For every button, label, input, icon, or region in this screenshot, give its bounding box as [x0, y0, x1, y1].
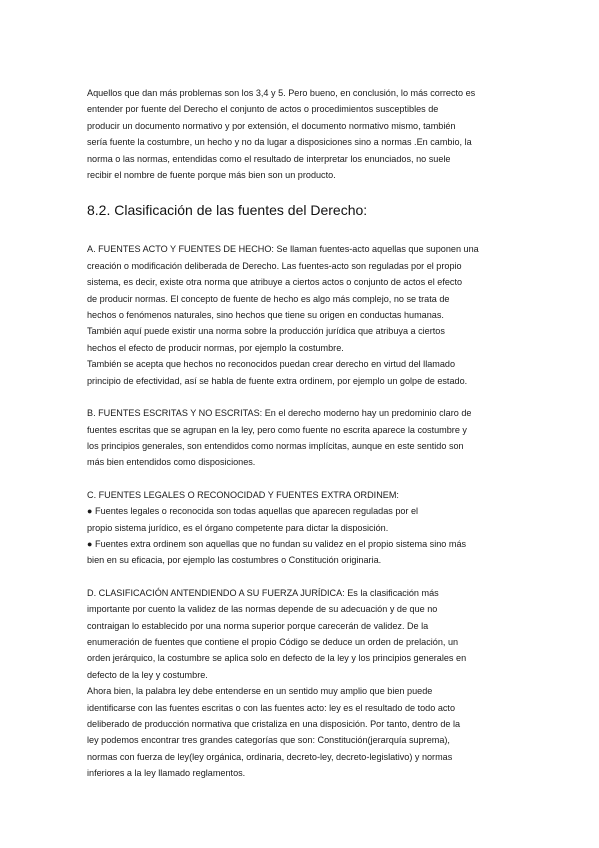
text-line: ley podemos encontrar tres grandes categorías que son: Constitución(jerarquía suprema),	[87, 735, 450, 746]
paragraph-spacer	[87, 471, 517, 487]
text-line: fuentes escritas que se agrupan en la ley, pero como fuente no escrita aparece la costumbre y	[87, 424, 467, 435]
section-d-paragraph	[87, 585, 517, 782]
section-a-paragraph	[87, 241, 517, 389]
text-line: contraigan lo establecido por una norma superior porque carecerán de validez. De la	[87, 620, 429, 631]
text-line: normas con fuerza de ley(ley orgánica, ordinaria, decreto-ley, decreto-legislativo) y normas	[87, 751, 453, 762]
text-line: hechos el efecto de producir normas, por ejemplo la costumbre.	[87, 342, 344, 353]
text-line: recibir el nombre de fuente porque más bien son un producto.	[87, 170, 336, 181]
text-line: producir un documento normativo y por extensión, el documento normativo mismo, también	[87, 120, 456, 131]
paragraph-spacer	[87, 569, 517, 585]
text-line: También se acepta que hechos no reconocidos puedan crear derecho en virtud del llamado	[87, 359, 456, 370]
section-b-paragraph	[87, 405, 517, 471]
text-line: También aquí puede existir una norma sobre la producción jurídica que atribuya a ciertos	[87, 326, 445, 337]
section-c-paragraph	[87, 487, 517, 569]
text-line: entender por fuente del Derecho el conjunto de actos o procedimientos susceptibles de	[87, 104, 439, 115]
text-line: B. FUENTES ESCRITAS Y NO ESCRITAS: En el derecho moderno hay un predominio claro de	[87, 408, 472, 419]
text-line: Ahora bien, la palabra ley debe entenderse en un sentido muy amplio que bien puede	[87, 686, 433, 697]
text-line: importante por cuento la validez de las normas depende de su adecuación y de que no	[87, 604, 438, 615]
text-line: de producir normas. El concepto de fuente de hecho es algo más complejo, no se trata de	[87, 293, 450, 304]
text-line: principio de efectividad, así se habla de fuente extra ordinem, por ejemplo un golpe de estado.	[87, 375, 468, 386]
text-line: hechos o fenómenos naturales, sino hechos que tiene su origen en conductas humanas.	[87, 310, 444, 321]
text-line: norma o las normas, entendidas como el resultado de interpretar los enunciados, no suele	[87, 153, 451, 164]
text-line: inferiores a la ley llamado reglamentos.	[87, 768, 246, 779]
text-line: deliberado de producción normativa que cristaliza en una disposición. Por tanto, dentro de la	[87, 719, 461, 729]
bullet-line: ● Fuentes legales o reconocida son todas aquellas que aparecen reguladas por el	[87, 506, 419, 517]
text-line: Aquellos que dan más problemas son los 3,4 y 5. Pero bueno, en conclusión, lo más correcto es	[87, 88, 476, 98]
text-line: sistema, es decir, existe otra norma que atribuye a ciertos actos o conjunto de actos el efecto	[87, 277, 463, 288]
page-content	[87, 85, 517, 782]
intro-paragraph	[87, 85, 517, 183]
text-line: A. FUENTES ACTO Y FUENTES DE HECHO: Se llaman fuentes-acto aquellas que suponen una	[87, 244, 479, 255]
text-line: creación o modificación deliberada de Derecho. Las fuentes-acto son reguladas por el propio	[87, 260, 462, 271]
bullet-line: ● Fuentes extra ordinem son aquellas que no fundan su validez en el propio sistema sino más	[87, 538, 467, 549]
text-line: orden jerárquico, la costumbre se aplica solo en defecto de la ley y los principios generales en	[87, 653, 467, 664]
text-line: C. FUENTES LEGALES O RECONOCIDAD Y FUENTES EXTRA ORDINEM:	[87, 489, 399, 500]
text-line: enumeración de fuentes que contiene el propio Código se deduce un orden de prelación, un	[87, 636, 459, 647]
text-line: defecto de la ley y costumbre.	[87, 669, 208, 680]
text-line: bien en su eficacia, por ejemplo las costumbres o Constitución originaria.	[87, 555, 382, 566]
text-line: propio sistema jurídico, es el órgano competente para dictar la disposición.	[87, 522, 389, 533]
paragraph-spacer	[87, 389, 517, 405]
text-line: identificarse con las fuentes escritas o con las fuentes acto: ley es el resultado de todo acto	[87, 702, 456, 713]
text-line: D. CLASIFICACIÓN ANTENDIENDO A SU FUERZA JURÍDICA: Es la clasificación más	[87, 587, 439, 598]
text-line: sería fuente la costumbre, un hecho y no da lugar a disposiciones sino a normas .En cambio, la	[87, 137, 472, 148]
text-line: los principios generales, son entendidos como normas implícitas, aunque en este sentido son	[87, 440, 464, 451]
section-heading: 8.2. Clasificación de las fuentes del Derecho:	[87, 202, 368, 219]
text-line: más bien entendidos como disposiciones.	[87, 457, 256, 468]
